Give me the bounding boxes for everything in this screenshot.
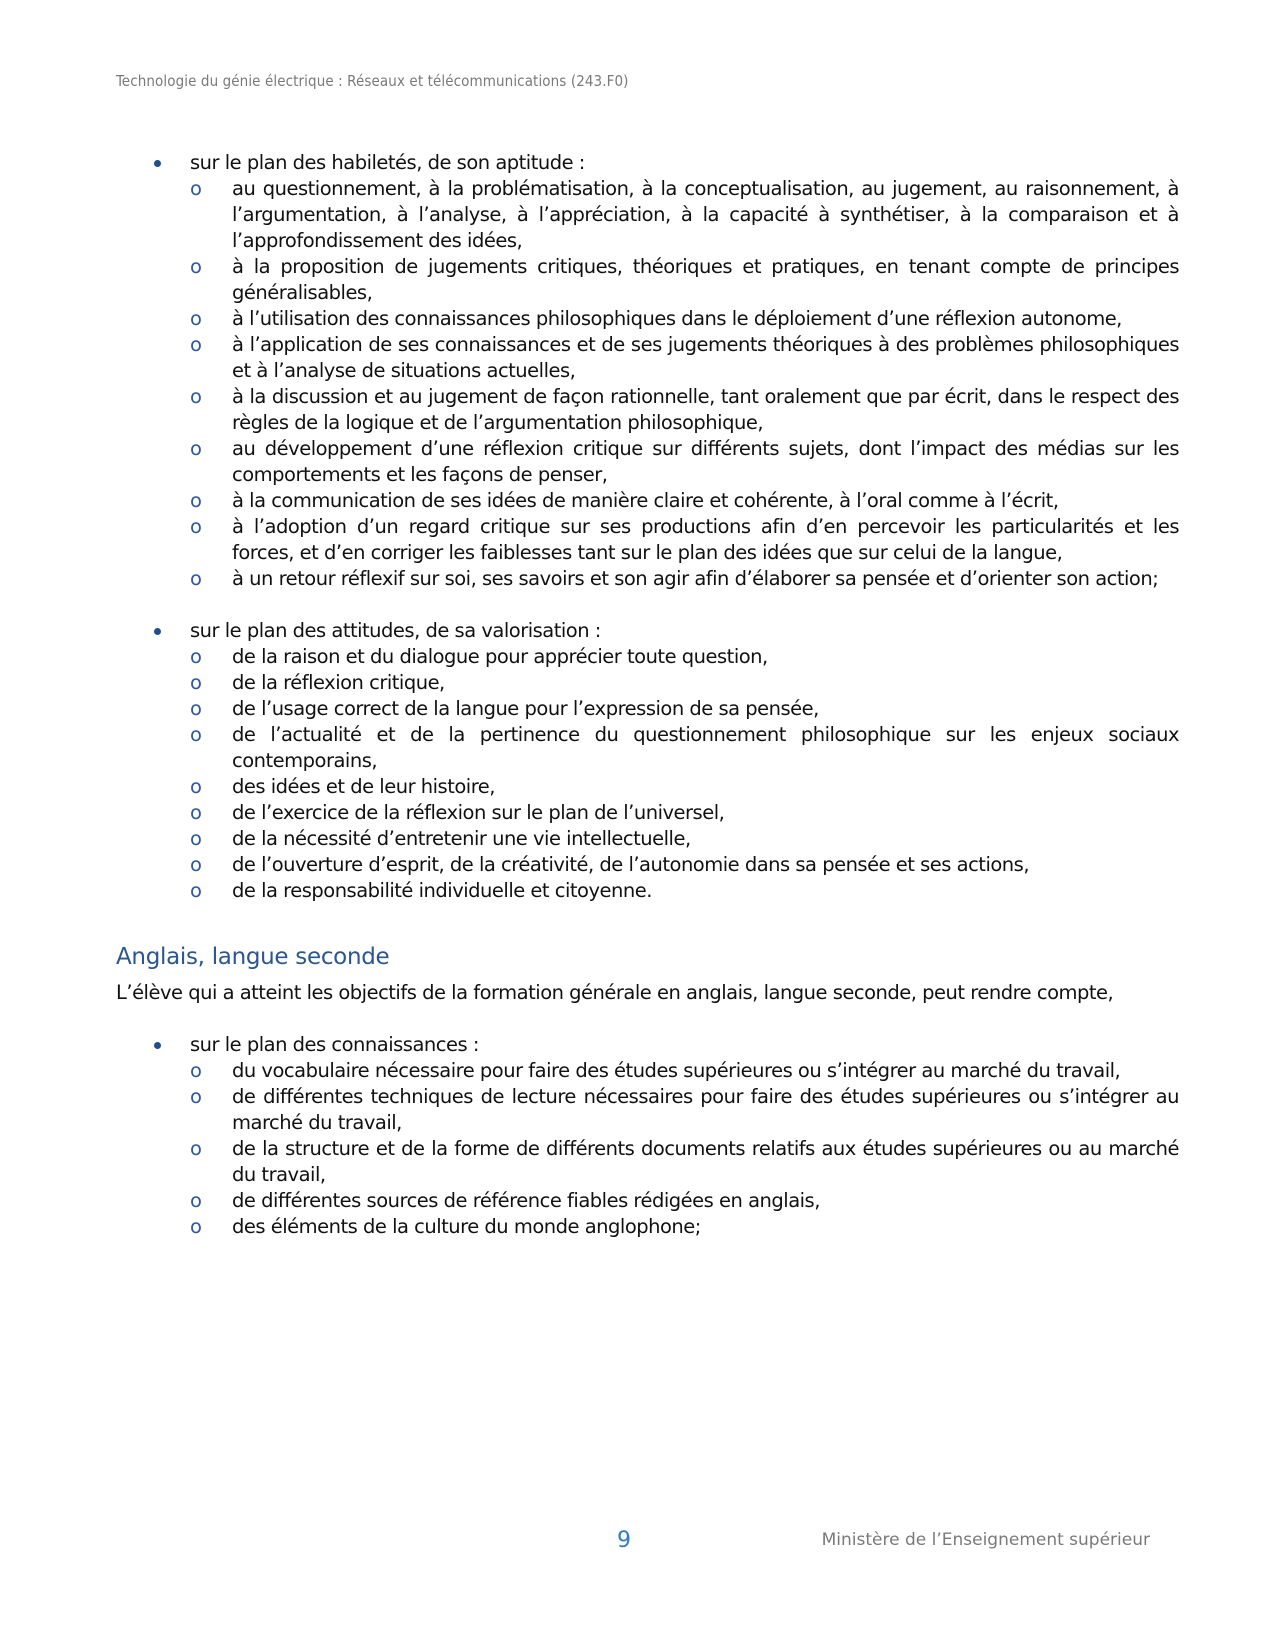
sub-item-text: à la discussion et au jugement de façon rationnelle, tant oralement que par écrit, dans le respect des règles de la logique et de l’argumentation philosophique, [232, 385, 1179, 434]
sub-list-item [190, 306, 1179, 332]
circle-bullet-icon: o [190, 1059, 202, 1082]
sub-list-item [190, 1188, 1179, 1214]
circle-bullet-icon: o [190, 827, 202, 850]
circle-bullet-icon: o [190, 333, 202, 356]
section2-list [116, 1032, 1179, 1240]
circle-bullet-icon: o [190, 437, 202, 460]
sub-item-text: de la raison et du dialogue pour apprécier toute question, [232, 645, 768, 668]
section-heading: Anglais, langue seconde [116, 944, 390, 970]
sub-item-text: de la nécessité d’entretenir une vie intellectuelle, [232, 827, 691, 850]
sub-item-text: des éléments de la culture du monde anglophone; [232, 1215, 701, 1238]
sub-item-text: du vocabulaire nécessaire pour faire des études supérieures ou s’intégrer au marché du travail, [232, 1059, 1121, 1082]
sub-item-text: de différentes sources de référence fiables rédigées en anglais, [232, 1189, 820, 1212]
sub-list-item [190, 566, 1179, 592]
sub-item-text: des idées et de leur histoire, [232, 775, 495, 798]
sub-list-item [190, 644, 1179, 670]
spacer [116, 592, 1179, 618]
bullet-label: sur le plan des attitudes, de sa valorisation : [190, 619, 601, 642]
bullet-icon [154, 160, 161, 167]
sub-item-text: de la structure et de la forme de différents documents relatifs aux études supérieures ou au marché du travail, [232, 1137, 1179, 1186]
circle-bullet-icon: o [190, 879, 202, 902]
sub-list-item [190, 1084, 1179, 1136]
bullet-icon [154, 1042, 161, 1049]
sub-list-item [190, 852, 1179, 878]
sub-item-text: à l’adoption d’un regard critique sur ses productions afin d’en percevoir les particularités et les forces, et d’en corriger les faiblesses tant sur le plan des idées que sur celui de la langue, [232, 515, 1179, 564]
sub-list-item [190, 800, 1179, 826]
circle-bullet-icon: o [190, 1189, 202, 1212]
sub-list-item [190, 488, 1179, 514]
sub-item-text: à la communication de ses idées de manière claire et cohérente, à l’oral comme à l’écrit, [232, 489, 1059, 512]
sub-list-item [190, 176, 1179, 254]
sub-item-text: de la réflexion critique, [232, 671, 445, 694]
sub-list [190, 1058, 1179, 1240]
sub-item-text: de différentes techniques de lecture nécessaires pour faire des études supérieures ou s’intégrer au marché du travail, [232, 1085, 1179, 1134]
document-body [116, 150, 1179, 1240]
circle-bullet-icon: o [190, 775, 202, 798]
circle-bullet-icon: o [190, 1215, 202, 1238]
sub-list [190, 176, 1179, 592]
sub-list-item [190, 1058, 1179, 1084]
sub-item-text: de l’ouverture d’esprit, de la créativité, de l’autonomie dans sa pensée et ses actions, [232, 853, 1030, 876]
sub-list-item [190, 514, 1179, 566]
sub-list-item [190, 1136, 1179, 1188]
footer-ministry: Ministère de l’Enseignement supérieur [821, 1530, 1150, 1550]
sub-item-text: de l’exercice de la réflexion sur le plan de l’universel, [232, 801, 725, 824]
circle-bullet-icon: o [190, 645, 202, 668]
sub-item-text: de la responsabilité individuelle et citoyenne. [232, 879, 652, 902]
sub-list-item [190, 826, 1179, 852]
sub-list-item [190, 878, 1179, 904]
circle-bullet-icon: o [190, 853, 202, 876]
circle-bullet-icon: o [190, 177, 202, 200]
section-intro: L’élève qui a atteint les objectifs de la formation générale en anglais, langue seconde, peut rendre compte, [116, 981, 1114, 1004]
sub-list [190, 644, 1179, 904]
sub-item-text: de l’actualité et de la pertinence du questionnement philosophique sur les enjeux sociaux contemporains, [232, 723, 1179, 772]
circle-bullet-icon: o [190, 1085, 202, 1108]
bullet-icon [154, 628, 161, 635]
bullet-item [116, 1032, 1179, 1240]
running-header: Technologie du génie électrique : Réseaux et télécommunications (243.F0) [116, 72, 629, 90]
circle-bullet-icon: o [190, 489, 202, 512]
circle-bullet-icon: o [190, 723, 202, 746]
bullet-item [116, 150, 1179, 592]
circle-bullet-icon: o [190, 515, 202, 538]
page-number: 9 [617, 1528, 631, 1553]
sub-item-text: au développement d’une réflexion critique sur différents sujets, dont l’impact des médias sur les comportements et les façons de penser, [232, 437, 1179, 486]
sub-list-item [190, 722, 1179, 774]
sub-item-text: à la proposition de jugements critiques, théoriques et pratiques, en tenant compte de principes généralisables, [232, 255, 1179, 304]
circle-bullet-icon: o [190, 255, 202, 278]
sub-item-text: à l’utilisation des connaissances philosophiques dans le déploiement d’une réflexion autonome, [232, 307, 1122, 330]
sub-list-item [190, 436, 1179, 488]
bullet-label: sur le plan des connaissances : [190, 1033, 479, 1056]
circle-bullet-icon: o [190, 671, 202, 694]
sub-item-text: de l’usage correct de la langue pour l’expression de sa pensée, [232, 697, 819, 720]
sub-list-item [190, 332, 1179, 384]
circle-bullet-icon: o [190, 801, 202, 824]
bullet-label: sur le plan des habiletés, de son aptitude : [190, 151, 585, 174]
sub-list-item [190, 1214, 1179, 1240]
sub-list-item [190, 670, 1179, 696]
sub-list-item [190, 384, 1179, 436]
bullet-item [116, 618, 1179, 904]
circle-bullet-icon: o [190, 1137, 202, 1160]
circle-bullet-icon: o [190, 567, 202, 590]
section1-list [116, 150, 1179, 904]
sub-list-item [190, 254, 1179, 306]
circle-bullet-icon: o [190, 385, 202, 408]
sub-item-text: à un retour réflexif sur soi, ses savoirs et son agir afin d’élaborer sa pensée et d’orienter son action; [232, 567, 1159, 590]
sub-list-item [190, 696, 1179, 722]
sub-list-item [190, 774, 1179, 800]
sub-item-text: au questionnement, à la problématisation, à la conceptualisation, au jugement, au raisonnement, à l’argumentation, à l’analyse, à l’appréciation, à la capacité à synthétiser, à la comparaison et à l’approfondissement des idées, [232, 177, 1179, 252]
circle-bullet-icon: o [190, 307, 202, 330]
circle-bullet-icon: o [190, 697, 202, 720]
sub-item-text: à l’application de ses connaissances et de ses jugements théoriques à des problèmes philosophiques et à l’analyse de situations actuelles, [232, 333, 1179, 382]
